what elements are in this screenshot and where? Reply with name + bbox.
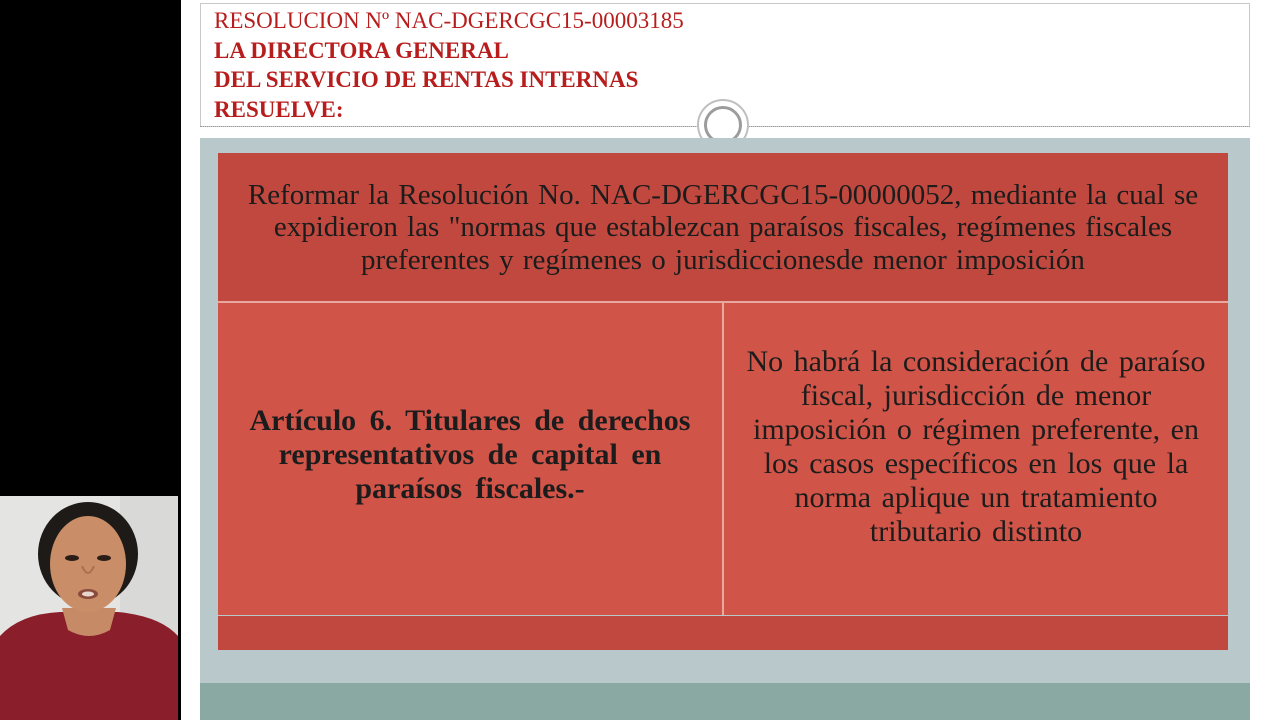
title-line-servicio: DEL SERVICIO DE RENTAS INTERNAS xyxy=(214,67,639,92)
webcam-overlay xyxy=(0,496,178,720)
table-footer-row xyxy=(218,616,1228,650)
table-cell-description xyxy=(724,303,1228,615)
slide-footer-band xyxy=(200,683,1250,720)
resolution-number: RESOLUCION Nº NAC-DGERCGC15-00003185 xyxy=(214,8,684,33)
article-description: No habrá la consideración de paraíso fiscal, jurisdicción de menor imposición o régimen preferente, en los casos específicos en los que la norma aplique un tratamiento tributario distinto xyxy=(746,345,1206,548)
slide-right-margin xyxy=(1253,0,1280,720)
table-cell-article xyxy=(218,303,722,615)
slide-title xyxy=(214,6,684,124)
title-line-directora: LA DIRECTORA GENERAL xyxy=(214,37,509,63)
presenter-avatar xyxy=(0,496,178,720)
title-line-resuelve: RESUELVE: xyxy=(214,96,344,122)
table-header-cell xyxy=(218,153,1228,302)
reform-text: Reformar la Resolución No. NAC-DGERCGC15-00000052, mediante la cual se expidieron las "normas que establezcan paraísos fiscales, regímenes fiscales preferentes y regímenes o jurisdiccionesde menor imposición xyxy=(247,178,1199,276)
article-heading: Artículo 6. Titulares de derechos representativos de capital en paraísos fiscales.- xyxy=(249,404,691,505)
